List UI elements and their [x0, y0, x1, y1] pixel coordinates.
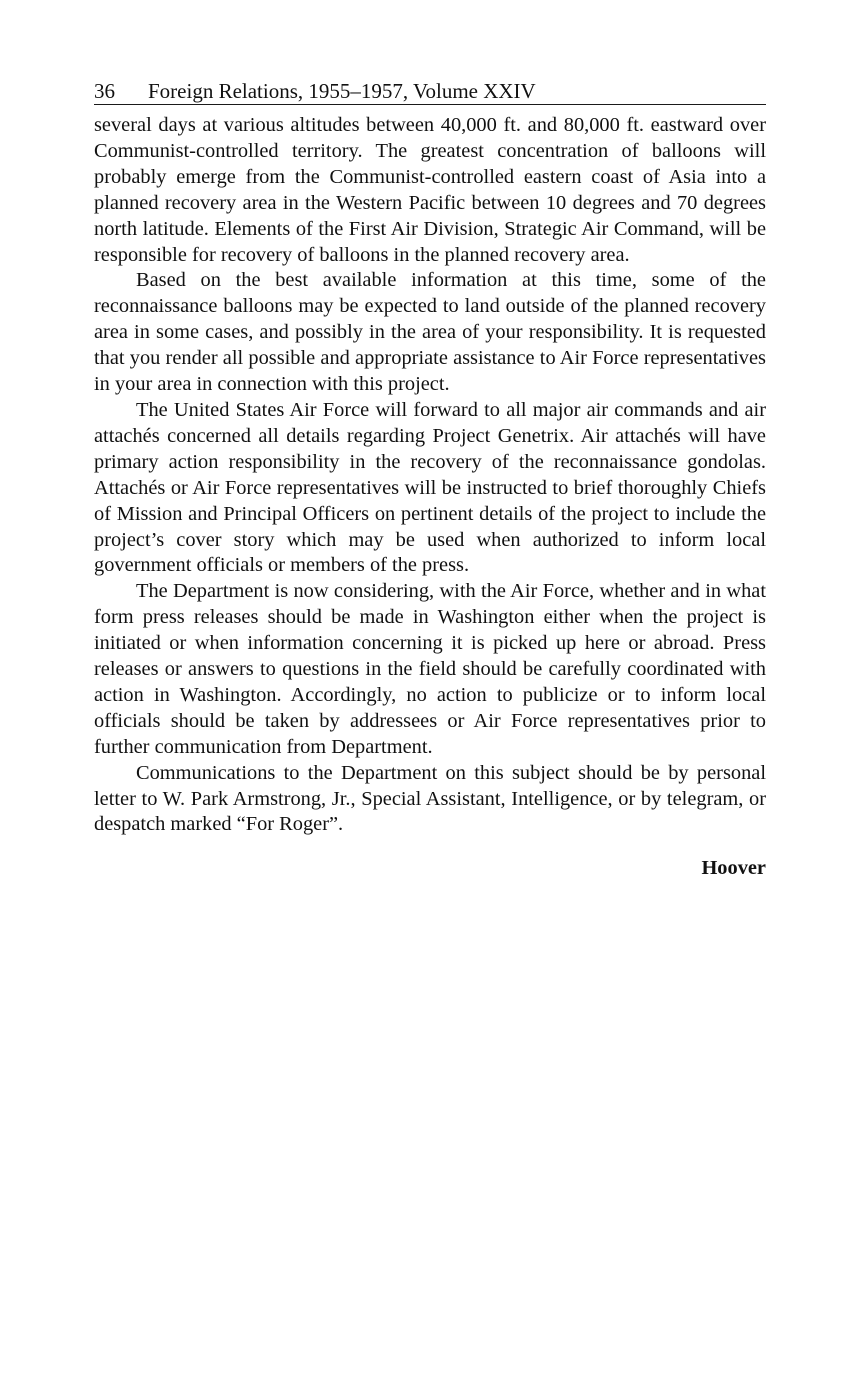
document-page [94, 78, 766, 881]
paragraph-press-releases: The Department is now considering, with the Air Force, whether and in what form press releases should be made in Washington either when the project is initiated or when information concerning it is picked up here or abroad. Press releases or answers to questions in the field should be carefully coordinated with action in Washington. Accordingly, no action to publicize or to inform local officials should be taken by addressees or Air Force representatives prior to further communication from Department. [94, 580, 766, 758]
body-text [94, 113, 766, 838]
paragraph-communications: Communications to the Department on this subject should be by personal letter to W. Park Armstrong, Jr., Special Assistant, Intelligence, or by telegram, or despatch marked “For Roger”. [94, 761, 766, 836]
paragraph-recovery-area: Based on the best available information at this time, some of the reconnaissance balloons may be expected to land outside of the planned recovery area in some cases, and possibly in the area of your responsibility. It is requested that you render all possible and appropriate assistance to Air Force representatives in your area in connection with this project. [94, 269, 766, 396]
paragraph-continuation: several days at various altitudes between 40,000 ft. and 80,000 ft. eastward over Communist-controlled territory. The greatest concentration of balloons will probably emerge from the Communist-controlled eastern coast of Asia into a planned recovery area in the Western Pacific between 10 degrees and 70 degrees north latitude. Elements of the First Air Division, Strategic Air Command, will be responsible for recovery of balloons in the planned recovery area. [94, 114, 766, 266]
paragraph-air-force-details: The United States Air Force will forward to all major air commands and air attachés concerned all details regarding Project Genetrix. Air attachés will have primary action responsibility in the recovery of the reconnaissance gondolas. Attachés or Air Force representatives will be instructed to brief thoroughly Chiefs of Mission and Principal Officers on pertinent details of the project to include the project’s cover story which may be used when authorized to inform local government officials or members of the press. [94, 398, 766, 577]
page-number: 36 [94, 79, 115, 103]
running-title: Foreign Relations, 1955–1957, Volume XXIV [148, 79, 536, 103]
signature: Hoover [701, 857, 766, 880]
running-head [94, 78, 766, 105]
